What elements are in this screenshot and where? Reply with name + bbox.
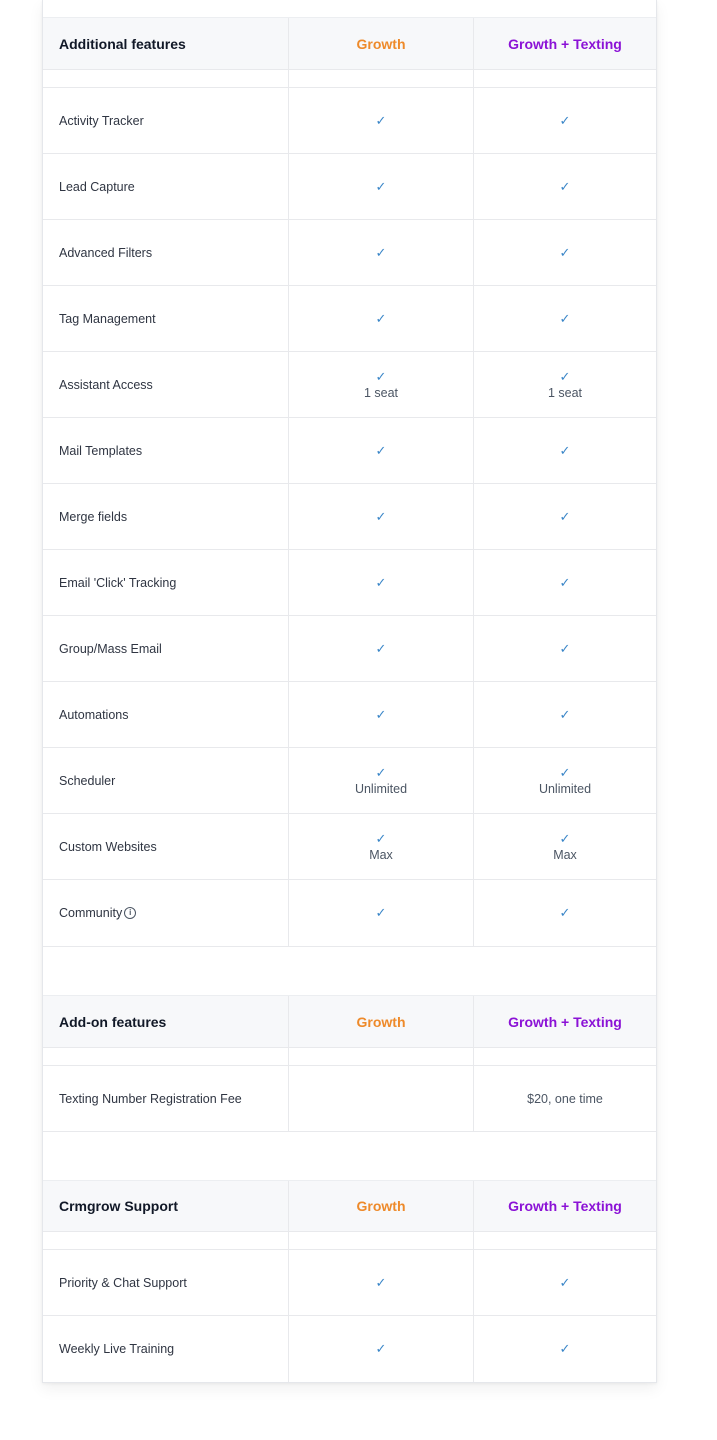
table-row (43, 1250, 656, 1316)
table-row (43, 682, 656, 748)
check-icon: ✓ (559, 508, 571, 524)
table-row (43, 748, 656, 814)
header-spacer (43, 1232, 656, 1250)
feature-name: Scheduler (43, 748, 289, 813)
check-icon: ✓ (559, 1274, 571, 1290)
section-title: Crmgrow Support (43, 1181, 289, 1231)
check-icon: ✓ (375, 706, 387, 722)
plan-growth-header: Growth (289, 18, 474, 69)
check-icon: ✓ (375, 764, 387, 780)
feature-name: Mail Templates (43, 418, 289, 483)
growth-note: 1 seat (363, 385, 399, 400)
header-spacer (43, 70, 656, 88)
feature-name: Custom Websites (43, 814, 289, 879)
check-icon: ✓ (559, 706, 571, 722)
check-icon: ✓ (559, 640, 571, 656)
check-icon: ✓ (375, 1341, 387, 1356)
feature-name: Weekly Live Training (43, 1316, 289, 1382)
plan-growth-header: Growth (289, 1181, 474, 1231)
table-row (43, 220, 656, 286)
check-icon: ✓ (375, 112, 387, 128)
feature-name: Community (59, 906, 123, 920)
info-icon[interactable]: i (124, 907, 136, 919)
feature-name: Priority & Chat Support (43, 1250, 289, 1315)
plan-texting-header: Growth + Texting (508, 35, 622, 52)
feature-name: Merge fields (43, 484, 289, 549)
texting-note: Unlimited (538, 781, 592, 796)
table-row (43, 352, 656, 418)
check-icon: ✓ (559, 178, 571, 194)
section-header-additional (43, 17, 656, 70)
check-icon: ✓ (375, 310, 387, 326)
check-icon: ✓ (559, 905, 571, 920)
section-title: Add-on features (43, 996, 289, 1047)
check-icon: ✓ (375, 442, 387, 458)
table-row (43, 880, 656, 947)
check-icon: ✓ (375, 178, 387, 194)
section-header-support (43, 1180, 656, 1232)
check-icon: ✓ (375, 508, 387, 524)
table-row (43, 88, 656, 154)
feature-name: Group/Mass Email (43, 616, 289, 681)
check-icon: ✓ (559, 368, 571, 384)
check-icon: ✓ (375, 830, 387, 846)
section-title: Additional features (43, 18, 289, 69)
check-icon: ✓ (375, 640, 387, 656)
check-icon: ✓ (559, 244, 571, 260)
table-row (43, 1066, 656, 1132)
plan-texting-header: Growth + Texting (508, 1198, 622, 1214)
table-row (43, 484, 656, 550)
check-icon: ✓ (375, 368, 387, 384)
texting-note: Max (553, 847, 577, 862)
texting-note: 1 seat (547, 385, 583, 400)
table-row (43, 616, 656, 682)
check-icon: ✓ (559, 442, 571, 458)
table-row (43, 286, 656, 352)
check-icon: ✓ (559, 1341, 571, 1356)
header-spacer (43, 1048, 656, 1066)
section-header-addon (43, 995, 656, 1048)
growth-value-empty (289, 1066, 474, 1131)
feature-name: Advanced Filters (43, 220, 289, 285)
feature-name: Texting Number Registration Fee (43, 1066, 289, 1131)
growth-note: Max (369, 847, 393, 862)
feature-name: Lead Capture (43, 154, 289, 219)
table-row (43, 418, 656, 484)
texting-price: $20, one time (527, 1091, 603, 1106)
feature-name: Activity Tracker (43, 88, 289, 153)
check-icon: ✓ (375, 244, 387, 260)
plan-growth-header: Growth (289, 996, 474, 1047)
check-icon: ✓ (559, 574, 571, 590)
check-icon: ✓ (559, 830, 571, 846)
check-icon: ✓ (559, 764, 571, 780)
feature-name: Tag Management (43, 286, 289, 351)
check-icon: ✓ (375, 1274, 387, 1290)
plan-texting-header: Growth + Texting (508, 1013, 622, 1030)
feature-comparison-table (42, 0, 657, 1383)
check-icon: ✓ (375, 574, 387, 590)
table-row (43, 814, 656, 880)
check-icon: ✓ (375, 905, 387, 920)
check-icon: ✓ (559, 112, 571, 128)
feature-name: Assistant Access (43, 352, 289, 417)
feature-name: Automations (43, 682, 289, 747)
table-row (43, 1316, 656, 1382)
growth-note: Unlimited (354, 781, 408, 796)
feature-name: Email 'Click' Tracking (43, 550, 289, 615)
check-icon: ✓ (559, 310, 571, 326)
table-row (43, 154, 656, 220)
table-row (43, 550, 656, 616)
